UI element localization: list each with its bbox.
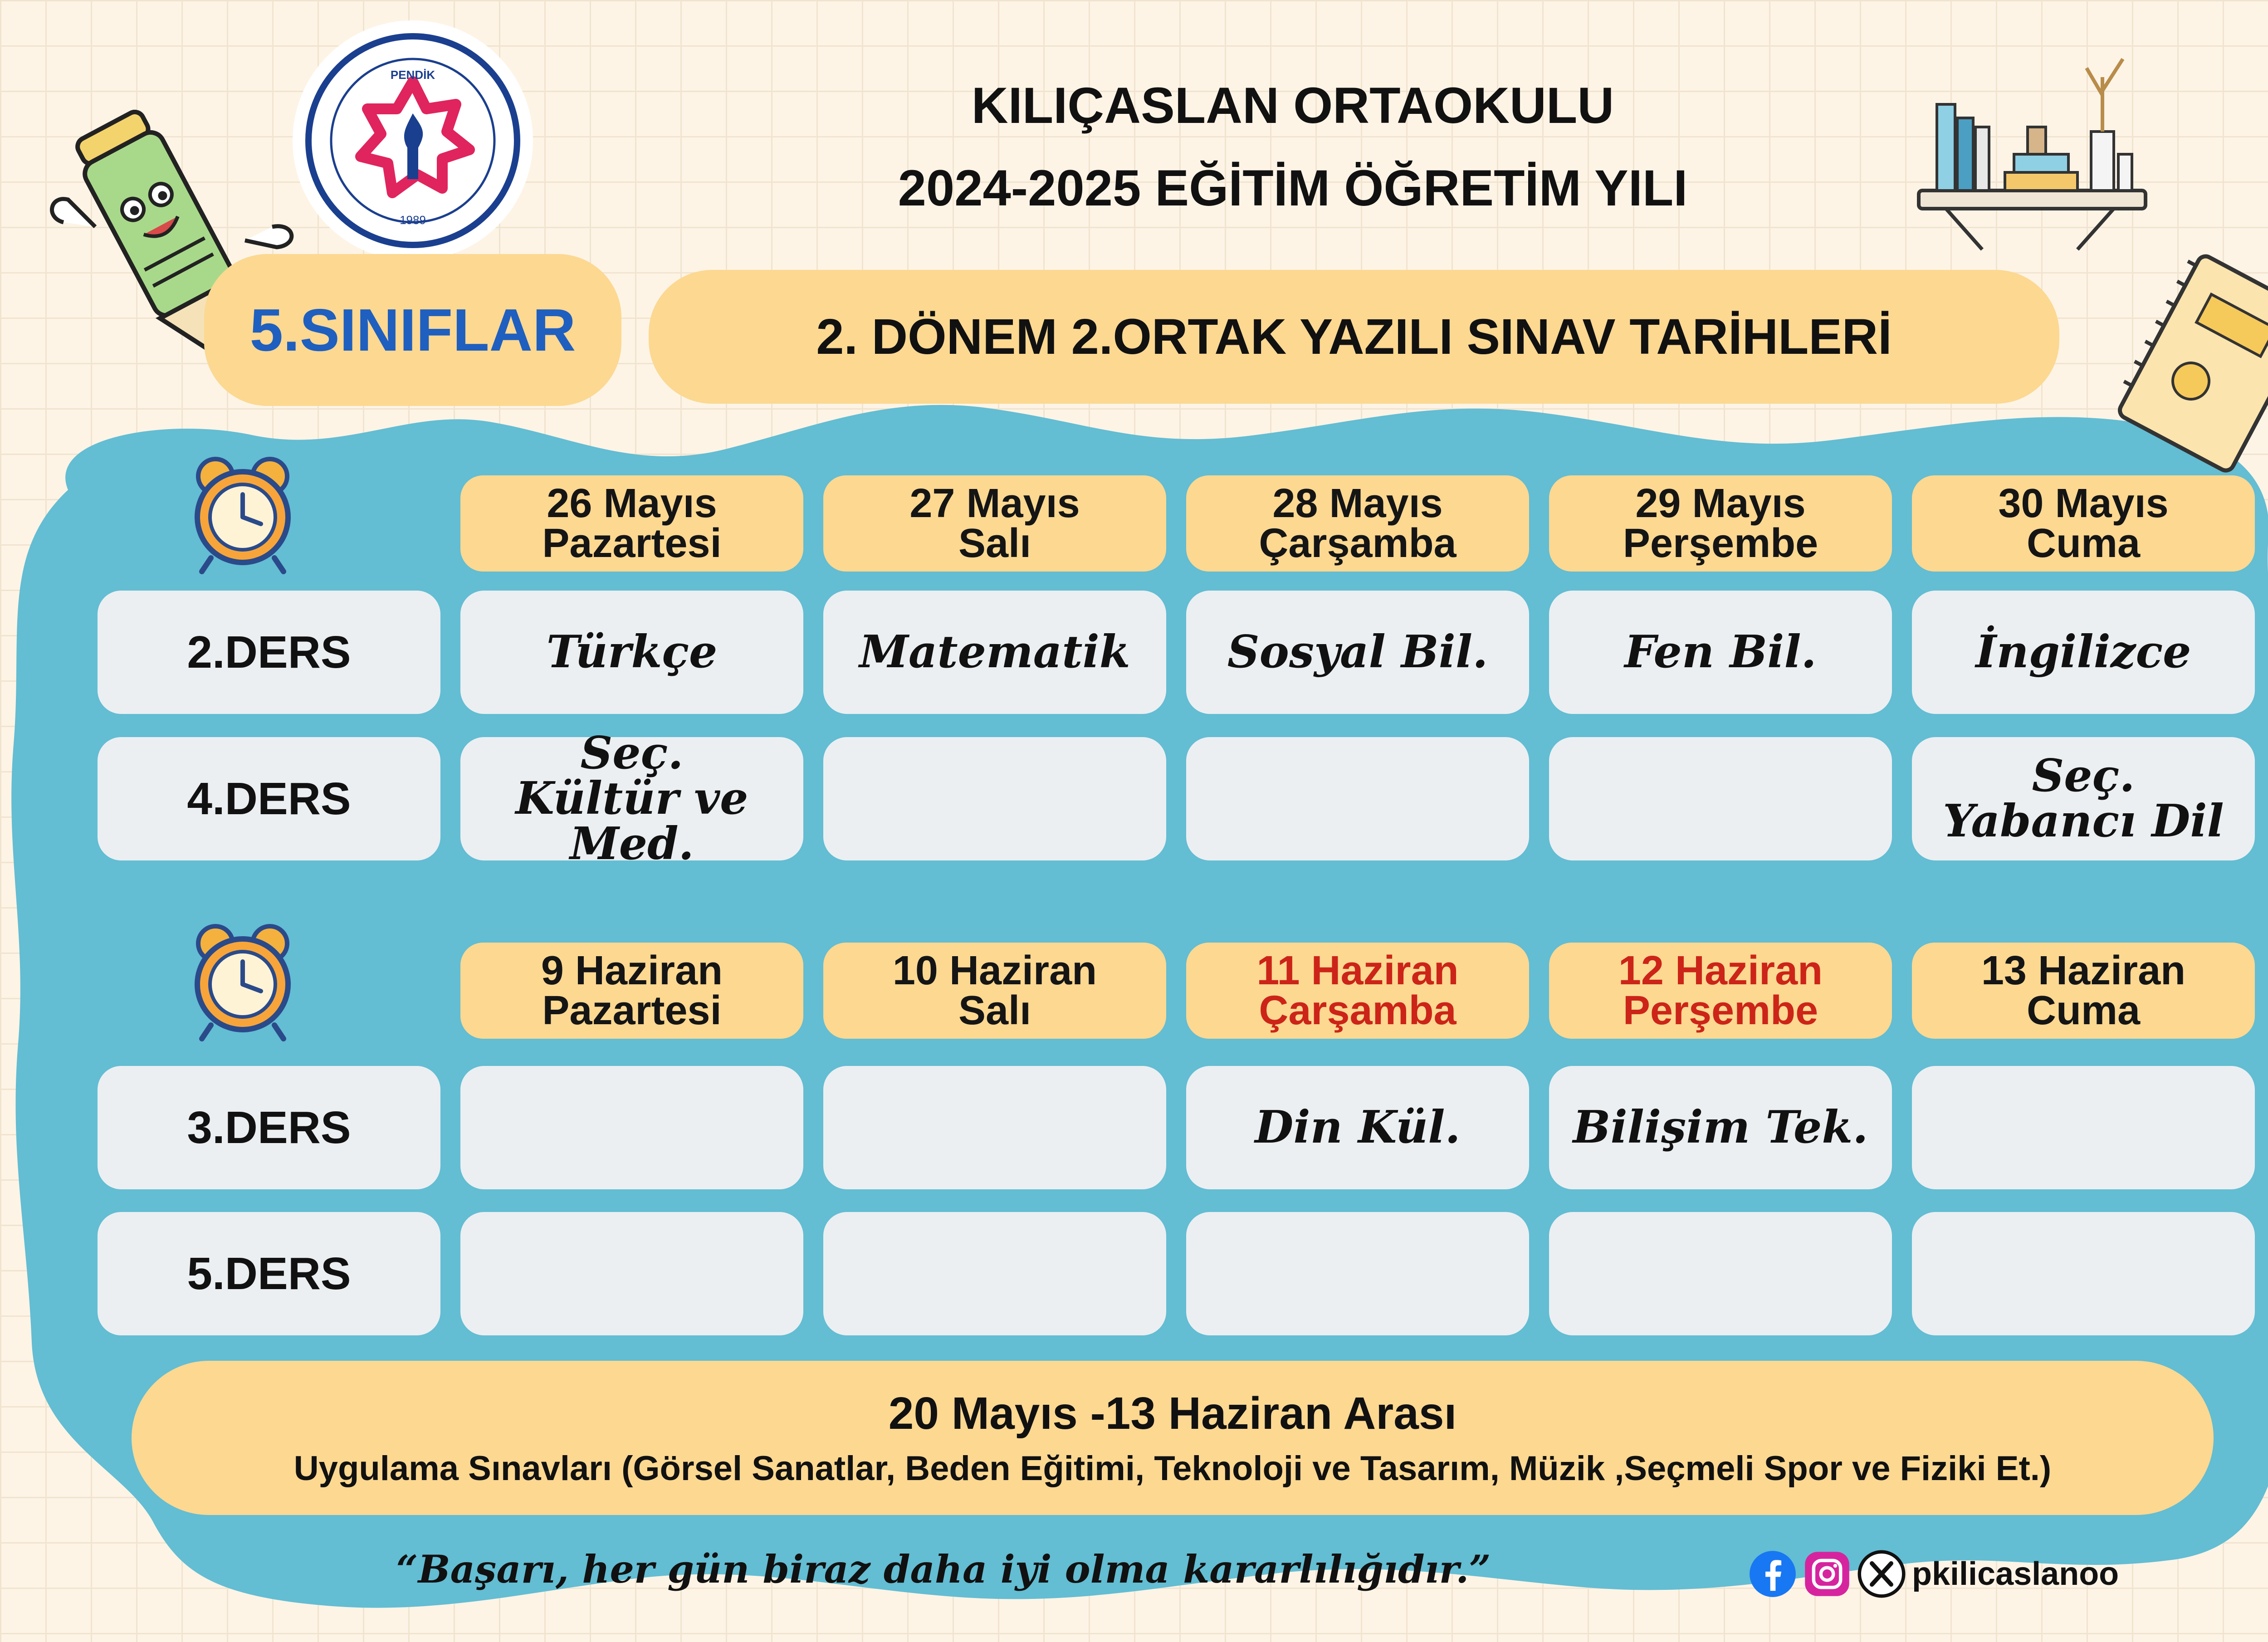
date-day: 12 Haziran: [1618, 948, 1823, 993]
school-title: KILIÇASLAN ORTAOKULU: [971, 77, 1614, 134]
exam-cell: [823, 737, 1166, 860]
date-header: [1912, 943, 2255, 1039]
date-header: [1186, 475, 1529, 572]
date-weekday: Pazartesi: [542, 521, 722, 566]
alarm-clock-icon: [184, 449, 302, 576]
exam-cell: [1186, 737, 1529, 860]
exam-cell: Bilişim Tek.: [1549, 1066, 1892, 1189]
date-header: [460, 475, 803, 572]
date-weekday: Perşembe: [1623, 988, 1818, 1033]
motivational-quote: “Başarı, her gün biraz daha iyi olma kararlılığıdır.”: [396, 1547, 1491, 1592]
exam-cell: Türkçe: [460, 591, 803, 714]
exam-cell: [1549, 737, 1892, 860]
exam-cell: Din Kül.: [1186, 1066, 1529, 1189]
academic-year: 2024-2025 EĞİTİM ÖĞRETİM YILI: [898, 160, 1688, 216]
date-header: [460, 943, 803, 1039]
date-weekday: Salı: [958, 988, 1031, 1033]
exam-cell: [460, 1212, 803, 1335]
date-weekday: Cuma: [2026, 988, 2141, 1033]
instagram-icon[interactable]: [1803, 1550, 1851, 1598]
date-header-highlighted: [1549, 943, 1892, 1039]
exam-cell: [460, 1066, 803, 1189]
date-day: 30 Mayıs: [1998, 481, 2169, 526]
date-day: 9 Haziran: [541, 948, 723, 993]
social-handle: pkilicaslanoo: [1912, 1556, 2119, 1592]
date-header: [823, 943, 1166, 1039]
date-weekday: Salı: [958, 521, 1031, 566]
date-day: 26 Mayıs: [547, 481, 717, 526]
date-day: 11 Haziran: [1256, 948, 1459, 993]
period-label: 3.DERS: [98, 1066, 440, 1189]
exam-cell: İngilizce: [1912, 591, 2255, 714]
exam-cell: [823, 1066, 1166, 1189]
date-day: 27 Mayıs: [909, 481, 1080, 526]
date-header: [823, 475, 1166, 572]
period-label: 5.DERS: [98, 1212, 440, 1335]
x-icon[interactable]: [1857, 1550, 1906, 1598]
date-header: [1549, 475, 1892, 572]
exam-cell: [1912, 1066, 2255, 1189]
date-weekday: Çarşamba: [1259, 988, 1457, 1033]
date-day: 13 Haziran: [1981, 948, 2186, 993]
exam-cell: [1186, 1212, 1529, 1335]
exam-cell: [1549, 1212, 1892, 1335]
practical-exams-box: [132, 1361, 2214, 1515]
social-bar: [1749, 1547, 2119, 1601]
exam-cell: Matematik: [823, 591, 1166, 714]
date-day: 29 Mayıs: [1635, 481, 1806, 526]
exam-cell: Fen Bil.: [1549, 591, 1892, 714]
date-day: 10 Haziran: [892, 948, 1097, 993]
exam-cell: Seç. Kültür ve Med.: [460, 737, 803, 860]
exam-cell: [1912, 1212, 2255, 1335]
exam-cell: [823, 1212, 1166, 1335]
date-weekday: Cuma: [2026, 521, 2141, 566]
exam-cell: Sosyal Bil.: [1186, 591, 1529, 714]
grade-label: 5.SINIFLAR: [204, 254, 621, 406]
date-header: [1912, 475, 2255, 572]
date-header-highlighted: [1186, 943, 1529, 1039]
bookshelf-icon: [1914, 50, 2159, 259]
exam-cell: Seç. Yabancı Dil: [1912, 737, 2255, 860]
logo-district: PENDİK: [390, 68, 435, 82]
date-weekday: Pazartesi: [542, 988, 722, 1033]
practical-date-range: 20 Mayıs -13 Haziran Arası: [888, 1388, 1457, 1439]
period-label: 2.DERS: [98, 591, 440, 714]
practical-subjects: Uygulama Sınavları (Görsel Sanatlar, Beden Eğitimi, Teknoloji ve Tasarım, Müzik ,Seçmeli Spor ve Fiziki Et.): [293, 1449, 2052, 1488]
notebook-icon: [2109, 254, 2268, 481]
date-weekday: Çarşamba: [1259, 521, 1457, 566]
period-label: 4.DERS: [98, 737, 440, 860]
alarm-clock-icon: [184, 916, 302, 1043]
exam-title: 2. DÖNEM 2.ORTAK YAZILI SINAV TARİHLERİ: [649, 270, 2059, 404]
logo-year: 1989: [400, 213, 426, 227]
facebook-icon[interactable]: [1749, 1550, 1797, 1598]
date-day: 28 Mayıs: [1272, 481, 1443, 526]
date-weekday: Perşembe: [1623, 521, 1818, 566]
